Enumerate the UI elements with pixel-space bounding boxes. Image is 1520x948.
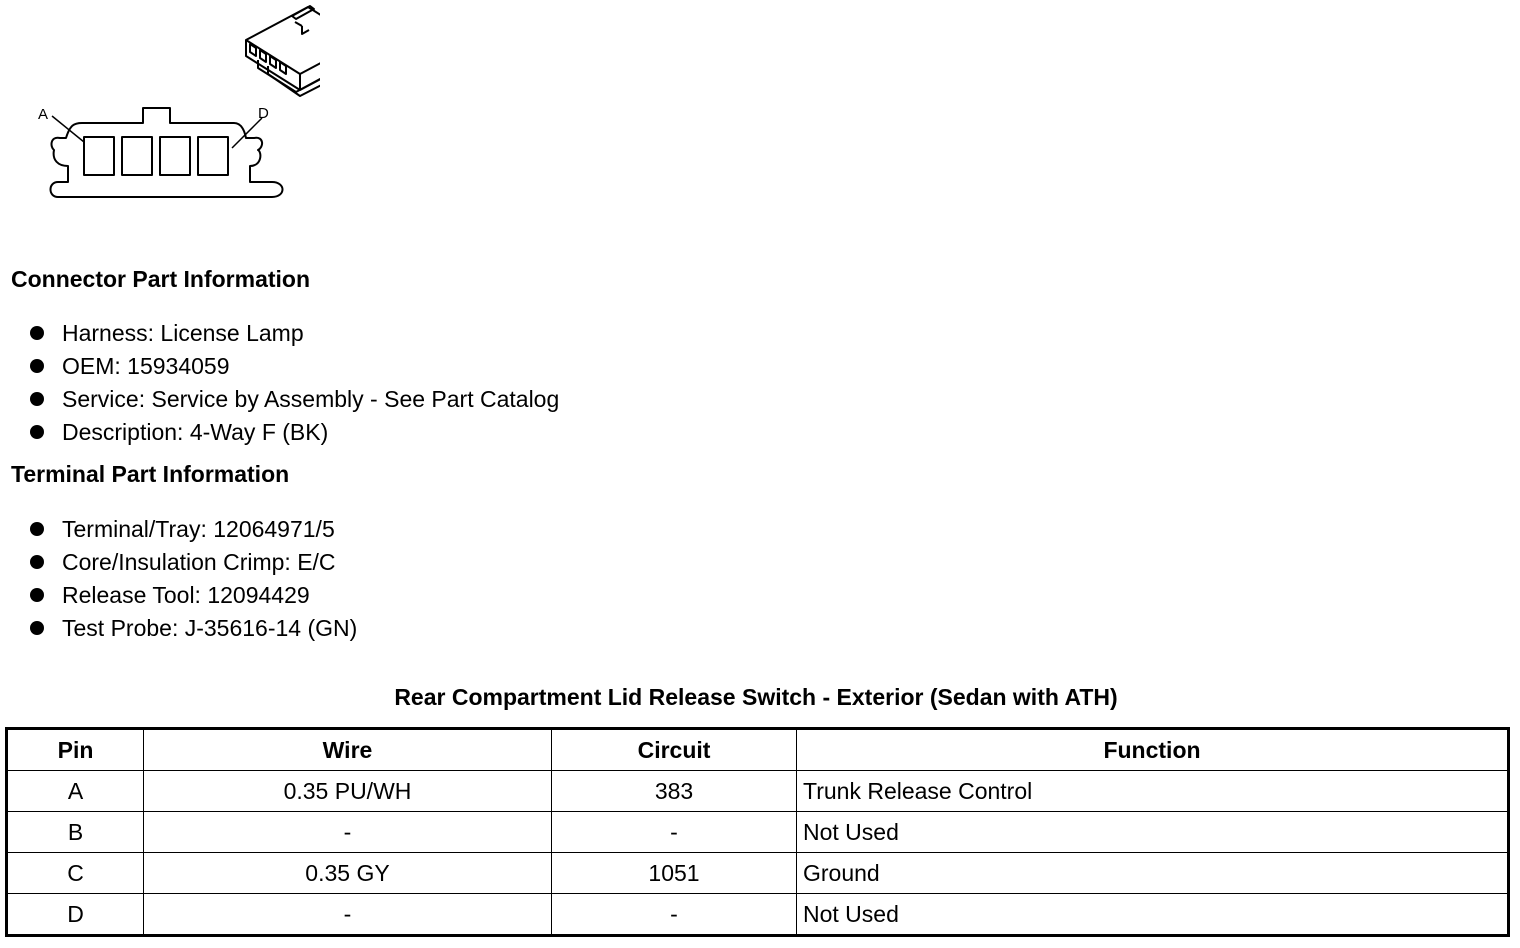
table-row <box>7 771 1509 812</box>
list-item: Service: Service by Assembly - See Part Catalog <box>30 383 559 416</box>
wire-cell: 0.35 PU/WH <box>144 771 552 812</box>
pinout-table <box>5 727 1510 937</box>
terminal-info-list <box>30 513 357 645</box>
pin-cavity-b <box>122 137 152 175</box>
table-row <box>7 812 1509 853</box>
column-header-circuit: Circuit <box>552 729 797 771</box>
table-title: Rear Compartment Lid Release Switch - Exterior (Sedan with ATH) <box>394 684 1118 710</box>
circuit-cell: - <box>552 812 797 853</box>
wire-cell: - <box>144 894 552 936</box>
bullet-icon <box>30 555 44 569</box>
column-header-wire: Wire <box>144 729 552 771</box>
connector-front-view <box>51 108 283 197</box>
table-row <box>7 894 1509 936</box>
bullet-icon <box>30 621 44 635</box>
connector-info-heading: Connector Part Information <box>11 266 311 292</box>
bullet-icon <box>30 425 44 439</box>
pin-cell: A <box>7 771 144 812</box>
connector-isometric-view <box>246 6 320 96</box>
list-item: Harness: License Lamp <box>30 317 559 350</box>
bullet-icon <box>30 392 44 406</box>
connector-info-list <box>30 317 559 449</box>
bullet-icon <box>30 326 44 340</box>
pin-d-label: D <box>258 105 269 122</box>
list-item: Core/Insulation Crimp: E/C <box>30 546 357 579</box>
wire-cell: - <box>144 812 552 853</box>
bullet-icon <box>30 522 44 536</box>
pin-cell: B <box>7 812 144 853</box>
connector-diagram <box>0 0 320 215</box>
list-item: Test Probe: J-35616-14 (GN) <box>30 612 357 645</box>
column-header-function: Function <box>797 729 1509 771</box>
terminal-info-heading: Terminal Part Information <box>11 461 290 487</box>
pin-cavity-a <box>84 137 114 175</box>
wire-cell: 0.35 GY <box>144 853 552 894</box>
function-cell: Trunk Release Control <box>797 771 1509 812</box>
pin-cell: D <box>7 894 144 936</box>
circuit-cell: 383 <box>552 771 797 812</box>
circuit-cell: - <box>552 894 797 936</box>
pin-cavity-d <box>198 137 228 175</box>
function-cell: Ground <box>797 853 1509 894</box>
function-cell: Not Used <box>797 812 1509 853</box>
table-row <box>7 853 1509 894</box>
pin-cell: C <box>7 853 144 894</box>
function-cell: Not Used <box>797 894 1509 936</box>
bullet-icon <box>30 359 44 373</box>
list-item: Terminal/Tray: 12064971/5 <box>30 513 357 546</box>
table-header-row <box>7 729 1509 771</box>
list-item: Description: 4-Way F (BK) <box>30 416 559 449</box>
pin-cavity-c <box>160 137 190 175</box>
column-header-pin: Pin <box>7 729 144 771</box>
bullet-icon <box>30 588 44 602</box>
list-item: OEM: 15934059 <box>30 350 559 383</box>
list-item: Release Tool: 12094429 <box>30 579 357 612</box>
circuit-cell: 1051 <box>552 853 797 894</box>
pin-a-label: A <box>38 106 49 123</box>
